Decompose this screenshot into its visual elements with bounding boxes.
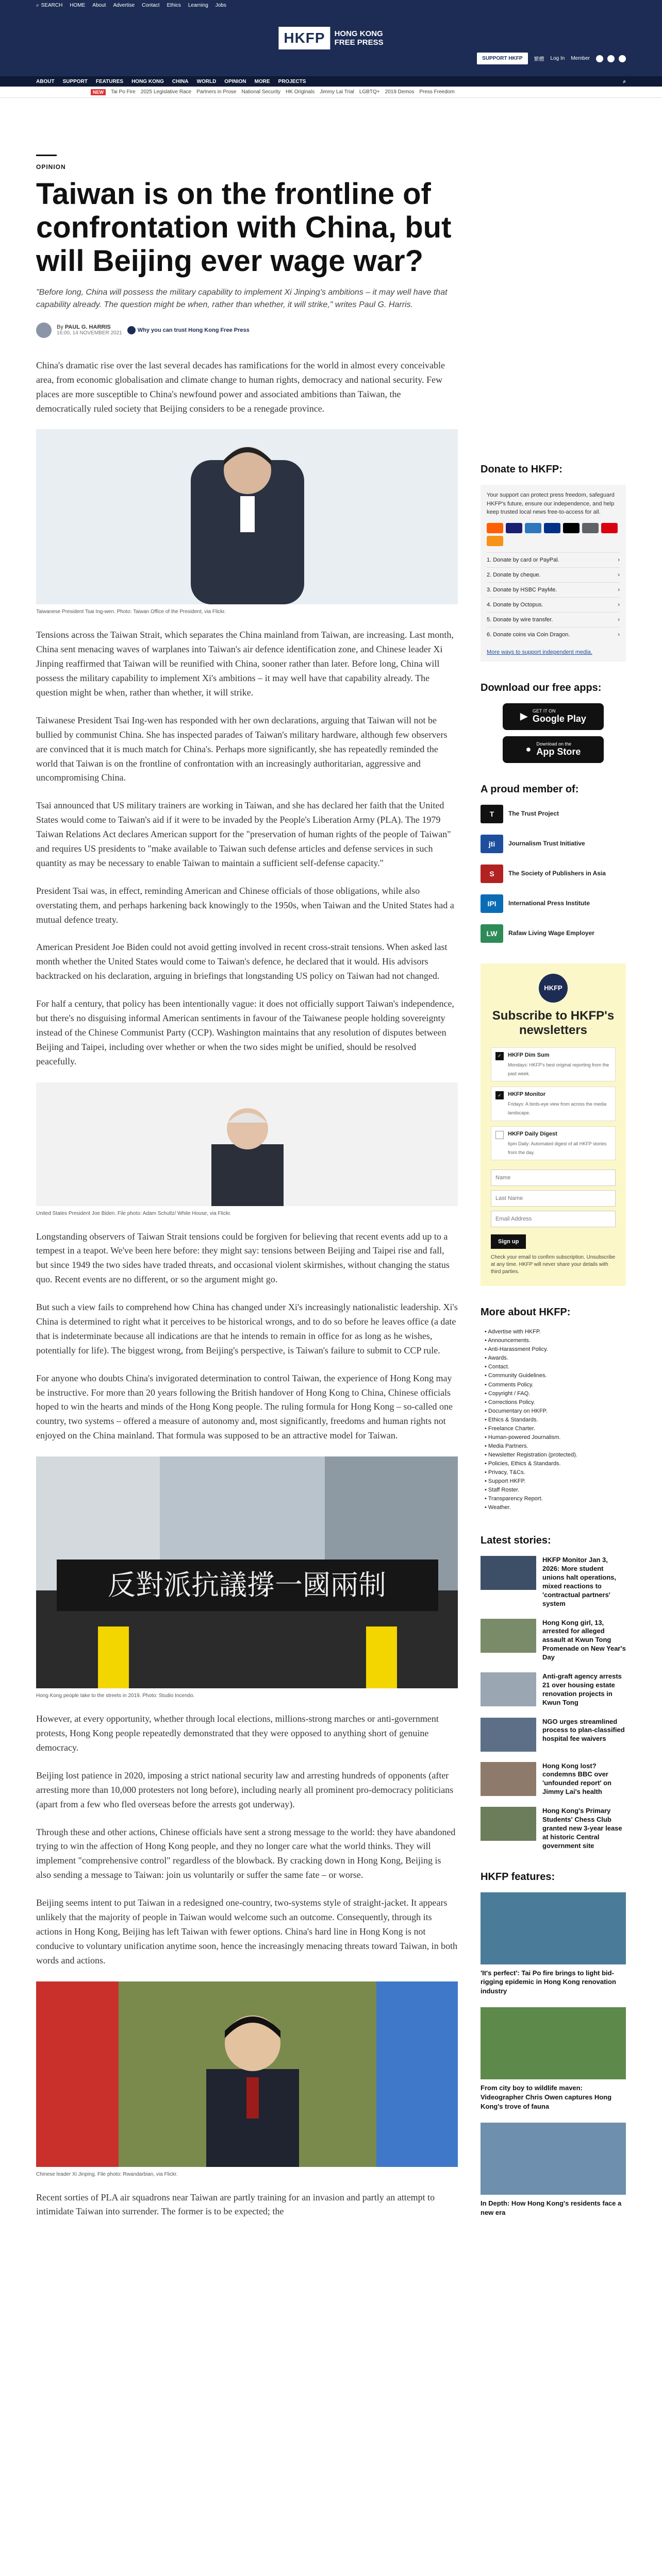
feature-title: 'It's perfect': Tai Po fire brings to light bid-rigging epidemic in Hong Kong renovation industry	[481, 1969, 616, 1995]
story-title: Anti-graft agency arrests 21 over housing estate renovation projects in Kwun Tong	[542, 1672, 622, 1706]
story-title: Hong Kong girl, 13, arrested for alleged assault at Kwun Tong Promenade on New Year's Day	[542, 1618, 626, 1662]
jobs-link[interactable]: Jobs	[215, 2, 226, 8]
donate-option[interactable]	[487, 612, 620, 627]
about-link[interactable]: • Newsletter Registration (protected).	[485, 1451, 626, 1460]
story-item[interactable]	[481, 1718, 626, 1752]
about-link[interactable]: • Awards.	[485, 1354, 626, 1363]
paragraph: For half a century, that policy has been intentionally vague: it does not officially support Taiwan's independence, but there's no disguising informal American sentiments in favour of the Taiwanese people holding sovereignty instead of the Chinese Communist Party (CCP). Washington maintains that any resolution of disputes between Beijing and Taipei, including over whether or when the two sides might be unified, should be resolved peacefully.	[36, 998, 454, 1066]
facebook-icon[interactable]	[596, 55, 603, 62]
donate-option-label: 2. Donate by cheque.	[487, 571, 541, 578]
feature-title: From city boy to wildlife maven: Videographer Chris Owen captures Hong Kong's trove of fauna	[481, 2084, 612, 2111]
paragraph: Through these and other actions, Chinese officials have sent a strong message to the world: they have abandoned trying to win the affection of Hong Kong people, and they no longer care what the world thinks. They will implement "comprehensive control" regardless of the blowback. By cracking down in Hong Kong, Beijing is also sending a message to Taiwan: join us voluntarily or suffer the same fate – or worse.	[36, 1826, 456, 1880]
donate-option[interactable]	[487, 627, 620, 642]
features-heading: HKFP features:	[481, 1871, 555, 1883]
byline-text	[57, 324, 122, 336]
nav-about[interactable]: ABOUT	[36, 78, 55, 84]
utility-bar	[0, 0, 662, 10]
kicker-rule	[36, 155, 57, 156]
story-title: NGO urges streamlined process to plan-classified hospital fee waivers	[542, 1717, 625, 1743]
social-icons	[596, 55, 626, 62]
author-name-text: PAUL G. HARRIS	[64, 324, 111, 331]
paragraph: Tsai announced that US military trainers are working in Taiwan, and she has declared her faith that the United States would come to Taiwan's aid if it were to be invaded by the People's Liberation Army (PLA). The 1979 Taiwan Relations Act declares American support for the "preservation of human rights of the people of Taiwan" and requires US presidents to "make available to Taiwan such defense articles and defense services in such quantity as may be necessary to enable Taiwan to maintain a sufficient self-defense capacity."	[36, 800, 451, 868]
newsletter-note: Check your email to confirm subscription. Unsubscribe at any time. HKFP will never share your details with third parties.	[491, 1255, 616, 1275]
feature-image	[481, 2007, 626, 2079]
newsletter-title: Subscribe to HKFP's newsletters	[492, 1008, 615, 1038]
paragraph: Beijing seems intent to put Taiwan in a redesigned one-country, two-systems style of straight-jacket. It appears unlikely that the majority of people in Taiwan would welcome such an outcome. Consequently, through its actions in Hong Kong, Beijing has left Taiwan with fewer options. China's hard line in Hong Kong is not conducive to voluntary unification anytime soon, hence the increasingly menacing threats toward Taiwan, in both words and actions.	[36, 1897, 458, 1965]
about-link[interactable]: • Comments Policy.	[485, 1381, 626, 1389]
app-store-label: App Store	[536, 747, 581, 757]
feature-title: In Depth: How Hong Kong's residents face a new era	[481, 2199, 622, 2216]
donate-option[interactable]	[487, 582, 620, 597]
paragraph: Tensions across the Taiwan Strait, which separates the China mainland from Taiwan, are increasing. Last month, China sent menacing waves of warplanes into Taiwan's air defence identification zone, and Chinese leader Xi Jinping reaffirmed that Taiwan will be reunified with China, sooner rather than later. Before long, China will possess the military capability to implement Xi's ambitions – it may well have that capability already. The question might be when, rather than whether, it will strike.	[36, 630, 454, 698]
feature-item[interactable]	[481, 1892, 626, 1996]
story-title: Hong Kong's Primary Students' Chess Club granted new 3-year lease at historic Central government site	[542, 1807, 622, 1850]
sign-up-button[interactable]: Sign up	[491, 1234, 526, 1249]
caption: Hong Kong people take to the streets in 2019. Photo: Studio Incendo.	[36, 1693, 195, 1699]
about-link[interactable]: • Privacy, T&Cs.	[485, 1468, 626, 1477]
option-desc: 6pm Daily: Automated digest of all HKFP stories from the day.	[508, 1141, 607, 1155]
newsletter-option-text	[508, 1052, 611, 1077]
donate-option-label: 5. Donate by wire transfer.	[487, 616, 553, 623]
x-icon[interactable]	[607, 55, 615, 62]
learning-link[interactable]: Learning	[188, 2, 208, 8]
nav-projects[interactable]: PROJECTS	[278, 78, 306, 84]
sidebar	[481, 464, 626, 2229]
donate-heading: Donate to HKFP:	[481, 464, 562, 475]
member-org[interactable]	[481, 805, 626, 823]
about-link[interactable]: • Contact.	[485, 1363, 626, 1371]
figure-protest	[36, 1456, 458, 1690]
google-play-small: GET IT ON	[532, 708, 556, 714]
nav-opinion[interactable]: OPINION	[224, 78, 246, 84]
about-link[interactable]: About	[92, 2, 106, 8]
section-kicker[interactable]: OPINION	[36, 163, 66, 171]
checkbox-checked-icon[interactable]: ✓	[495, 1052, 504, 1060]
feature-item[interactable]	[481, 2007, 626, 2111]
story-thumbnail	[481, 1807, 536, 1841]
donate-option[interactable]	[487, 552, 620, 567]
newsletter-logo: HKFP	[539, 974, 568, 1003]
tsai-photo	[36, 429, 458, 604]
donate-option-label: 4. Donate by Octopus.	[487, 601, 543, 608]
paragraph: For anyone who doubts China's invigorated determination to control Taiwan, the experience of Hong Kong may be instructive. For more than 20 years following the British handover of Hong Kong to China, Chinese officials hoped to win the hearts and minds of the Hong Kong people. The ruling formula for Hong Kong – so-called one country, two systems – offered a measure of autonomy and, most significantly, freedoms and human rights not enjoyed on the China mainland. That formula was supposed to be an attractive model for Taiwan.	[36, 1372, 453, 1441]
paragraph: President Tsai was, in effect, reminding American and Chinese officials of those obligations, while also overstating them, and perhaps harkening back knowingly to the 1950s, when Taiwan and the United States had a mutual defence treaty.	[36, 885, 454, 925]
story-item[interactable]	[481, 1556, 626, 1608]
support-hkfp-button[interactable]: SUPPORT HKFP	[477, 53, 527, 64]
donate-option-label: 3. Donate by HSBC PayMe.	[487, 586, 557, 593]
amex-icon	[525, 523, 541, 533]
about-link[interactable]: • Staff Roster.	[485, 1486, 626, 1495]
donate-option-label: 1. Donate by card or PayPal.	[487, 556, 559, 563]
search-label: SEARCH	[41, 2, 63, 8]
donate-intro: Your support can protect press freedom, safeguard HKFP's future, ensure our independence, and help keep trusted local news free-to-access for all.	[487, 492, 615, 515]
login-link[interactable]: Log In	[550, 56, 565, 61]
feature-image	[481, 1892, 626, 1964]
donate-box	[481, 485, 626, 662]
member-org[interactable]	[481, 865, 626, 883]
figure-tsai	[36, 429, 458, 606]
google-play-icon: ▶	[520, 711, 527, 721]
trending-item[interactable]: National Security	[241, 89, 281, 95]
story-item[interactable]	[481, 1762, 626, 1797]
latest-heading: Latest stories:	[481, 1535, 551, 1547]
about-list	[481, 1328, 626, 1512]
member-link[interactable]: Member	[571, 56, 590, 61]
figure-biden	[36, 1082, 458, 1208]
apple-pay-icon	[563, 523, 580, 533]
publish-date: 16:00, 14 NOVEMBER 2021	[57, 330, 122, 336]
about-link[interactable]: • Documentary on HKFP.	[485, 1407, 626, 1416]
contact-link[interactable]: Contact	[142, 2, 160, 8]
first-name-input[interactable]	[491, 1170, 616, 1186]
donate-option-label: 6. Donate coins via Coin Dragon.	[487, 631, 570, 638]
jti-icon: jti	[481, 835, 503, 853]
visa-icon	[506, 523, 522, 533]
member-name: International Press Institute	[508, 900, 590, 907]
about-heading: More about HKFP:	[481, 1307, 571, 1318]
paragraph: Recent sorties of PLA air squadrons near Taiwan are partly training for an invasion and partly an attempt to intimidate Taiwan into surrender. The former is to be expected; the	[36, 2192, 435, 2217]
about-link[interactable]: • Policies, Ethics & Standards.	[485, 1460, 626, 1468]
paragraph: However, at every opportunity, whether through local elections, millions-strong marches or anti-government protests, Hong Kong people repeatedly demonstrated that they were opposed to anything short of genuine democracy.	[36, 1714, 439, 1753]
last-name-input[interactable]	[491, 1190, 616, 1207]
app-store-text	[536, 741, 581, 757]
option-name: HKFP Dim Sum	[508, 1052, 550, 1059]
newsletter-option-text	[508, 1131, 611, 1156]
paragraph: Longstanding observers of Taiwan Strait tensions could be forgiven for believing that recent events add up to a tempest in a teapot. We've been here before: they might say: tensions between Beijing and Taipei rise and fall, but since 1949 the two sides have traded threats, and occasional violent skirmishes, without changing the status quo. Recent events are no different, or so the argument might go.	[36, 1231, 450, 1285]
google-play-text	[533, 708, 586, 724]
trending-item[interactable]: Press Freedom	[419, 89, 455, 95]
trending-item[interactable]: 2019 Demos	[385, 89, 415, 95]
google-play-label: Google Play	[532, 714, 586, 724]
story-title: Hong Kong lost? condemns BBC over 'unfounded report' on Jimmy Lai's health	[542, 1761, 611, 1796]
about-link[interactable]: • Advertise with HKFP.	[485, 1328, 626, 1336]
trending-item[interactable]: LGBTQ+	[359, 89, 380, 95]
newsletter-box	[481, 963, 626, 1286]
google-play-button[interactable]	[503, 703, 604, 730]
living-wage-icon: LW	[481, 924, 503, 943]
nav-more[interactable]: MORE	[254, 78, 270, 84]
payme-icon	[601, 523, 618, 533]
paypal-icon	[544, 523, 560, 533]
nav-hong-kong[interactable]: HONG KONG	[131, 78, 164, 84]
checkbox-checked-icon[interactable]: ✓	[495, 1091, 504, 1099]
logo-line-2: FREE PRESS	[334, 38, 384, 47]
story-thumbnail	[481, 1672, 536, 1706]
story-thumbnail	[481, 1718, 536, 1752]
option-name: HKFP Daily Digest	[508, 1130, 557, 1137]
octopus-icon	[487, 536, 503, 546]
chevron-right-icon: ›	[618, 586, 620, 593]
about-link[interactable]: • Announcements.	[485, 1336, 626, 1345]
nav-features[interactable]: FEATURES	[95, 78, 124, 84]
about-link[interactable]: • Support HKFP.	[485, 1477, 626, 1486]
home-link[interactable]: HOME	[70, 2, 86, 8]
nav-world[interactable]: WORLD	[196, 78, 217, 84]
header-actions	[477, 53, 626, 64]
caption: Chinese leader Xi Jinping. File photo: Rwandarbian, via Flickr.	[36, 2171, 178, 2177]
ipi-icon: IPI	[481, 894, 503, 913]
byline	[36, 323, 458, 338]
sopa-icon: S	[481, 865, 503, 883]
caption: Taiwanese President Tsai Ing-wen. Photo: Taiwan Office of the President, via Flickr.	[36, 609, 226, 615]
story-item[interactable]	[481, 1619, 626, 1662]
nav-support[interactable]: SUPPORT	[62, 78, 88, 84]
about-link[interactable]: • Corrections Policy.	[485, 1398, 626, 1407]
trending-bar	[0, 87, 662, 98]
author-avatar	[36, 323, 52, 338]
standfirst: "Before long, China will possess the military capability to implement Xi Jinping's ambitions – it may well have that capability already. The question might be when, rather than whether, it will strike," writes Paul G. Harris.	[36, 287, 448, 309]
figure-xi	[36, 1981, 458, 2168]
google-pay-icon	[582, 523, 599, 533]
story-thumbnail	[481, 1556, 536, 1590]
about-link[interactable]: • Copyright / FAQ.	[485, 1389, 626, 1398]
member-name: Rafaw Living Wage Employer	[508, 929, 594, 937]
protest-banner-text: 反對派抗議撐一國兩制	[108, 1569, 386, 1602]
xi-photo	[36, 1981, 458, 2167]
about-link[interactable]: • Weather.	[485, 1503, 626, 1512]
trending-item[interactable]: 2025 Legislative Race	[140, 89, 192, 95]
chevron-right-icon: ›	[618, 556, 620, 563]
newsletter-option-text	[508, 1091, 611, 1116]
email-input[interactable]	[491, 1211, 616, 1227]
member-org[interactable]	[481, 924, 626, 943]
members-heading: A proud member of:	[481, 783, 579, 795]
instagram-icon[interactable]	[619, 55, 626, 62]
logo-line-1: HONG KONG	[334, 29, 383, 38]
hkfp-badge-icon	[127, 326, 136, 334]
site-header	[0, 10, 662, 76]
feature-image	[481, 2123, 626, 2195]
trust-project-icon: T	[481, 805, 503, 823]
article-title: Taiwan is on the frontline of confrontation with China, but will Beijing ever wage war?	[36, 177, 452, 278]
member-name: Journalism Trust Initiative	[508, 840, 585, 848]
paragraph: China's dramatic rise over the last several decades has ramifications for the world in almost every conceivable area, from economic globalisation and climate change to human rights, democracy and national security. Few places are more susceptible to China's newfound power and associated ambitions than Taiwan, the democratically ruled society that Beijing considers to be a renegade province.	[36, 360, 445, 414]
trending-item[interactable]: Tai Po Fire	[111, 89, 136, 95]
trending-item[interactable]: Partners in Prose	[196, 89, 237, 95]
advertise-link[interactable]: Advertise	[113, 2, 135, 8]
feature-item[interactable]	[481, 2123, 626, 2217]
site-logo[interactable]	[278, 27, 383, 49]
chevron-right-icon: ›	[618, 601, 620, 608]
paragraph: Taiwanese President Tsai Ing-wen has responded with her own declarations, arguing that Taiwan will not be bullied by communist China. She has inspected parades of Taiwan's military hardware, although few observers are convinced that it is much match for China's. Perhaps more significantly, she has repeatedly reminded the world that Taiwan is on the frontline of confrontation with an increasingly authoritarian, aggressive and uncompromising China.	[36, 715, 448, 783]
language-toggle[interactable]: 繁體	[534, 57, 544, 62]
chevron-right-icon: ›	[618, 616, 620, 623]
caption: United States President Joe Biden. File photo: Adam Schultz/ White House, via Flickr.	[36, 1210, 231, 1216]
member-name: The Society of Publishers in Asia	[508, 870, 606, 877]
option-desc: Mondays: HKFP's best original reporting from the past week.	[508, 1062, 609, 1076]
app-store-button[interactable]	[503, 736, 604, 763]
newsletter-option[interactable]	[491, 1087, 616, 1121]
option-desc: Fridays: A birds-eye view from across the media landscape.	[508, 1101, 607, 1116]
author-name[interactable]: By PAUL G. HARRIS	[57, 324, 111, 331]
apps-heading: Download our free apps:	[481, 682, 602, 693]
app-store-small: Download on the	[536, 741, 571, 747]
option-name: HKFP Monitor	[508, 1091, 546, 1098]
new-badge: NEW	[91, 89, 106, 95]
member-name: The Trust Project	[508, 810, 559, 818]
story-thumbnail	[481, 1762, 536, 1796]
story-title: HKFP Monitor Jan 3, 2026: More student unions halt operations, mixed reactions to 'contractual partners' system	[542, 1556, 617, 1607]
about-link[interactable]: • Anti-Harassment Policy.	[485, 1345, 626, 1354]
newsletter-option[interactable]	[491, 1126, 616, 1160]
paragraph: But such a view fails to comprehend how China has changed under Xi's increasingly nationalistic leadership. Xi's China is determined to right what it perceives to be historical wrongs, and to do so before he leaves office (a date that is indeterminate because all indications are that he intends to remain in office for as long as he wishes, potentially for life). The biggest wrong, from Beijing's perspective, is Taiwan's failure to submit to CCP rule.	[36, 1302, 458, 1355]
payment-cards	[487, 523, 620, 546]
main-nav	[0, 76, 662, 87]
mastercard-icon	[487, 523, 503, 533]
trending-item[interactable]: Jimmy Lai Trial	[320, 89, 354, 95]
story-thumbnail	[481, 1619, 536, 1653]
chevron-right-icon: ›	[618, 631, 620, 638]
apple-icon: ●	[525, 744, 532, 754]
logo-mark: HKFP	[278, 27, 330, 49]
member-org[interactable]	[481, 894, 626, 913]
paragraph: American President Joe Biden could not avoid getting involved in recent cross-strait tensions. When asked last month whether the United States would come to Taiwan's defence, he declared that it would. His advisors backtracked on his declaration, arguing in briefings that longstanding US policy on Taiwan had not changed.	[36, 942, 448, 981]
about-link[interactable]: • Freelance Charter.	[485, 1425, 626, 1433]
search-link[interactable]: ⌕ SEARCH	[36, 2, 63, 8]
story-item[interactable]	[481, 1807, 626, 1850]
article	[36, 155, 458, 2232]
chevron-right-icon: ›	[618, 571, 620, 578]
about-link[interactable]: • Human-powered Journalism.	[485, 1433, 626, 1442]
trust-link-text: Why you can trust Hong Kong Free Press	[137, 327, 250, 333]
about-link[interactable]: • Community Guidelines.	[485, 1371, 626, 1380]
paragraph: Beijing lost patience in 2020, imposing a strict national security law and arresting hundreds of opponents (after arresting more than 10,000 protesters not long before), including nearly all prominent pro-democracy politicians (apart from a few who fled overseas before the arrests got underway).	[36, 1770, 454, 1809]
biden-photo	[36, 1082, 458, 1206]
about-link[interactable]: • Ethics & Standards.	[485, 1416, 626, 1425]
trust-link[interactable]	[127, 326, 250, 334]
donate-option[interactable]	[487, 597, 620, 612]
trending-item[interactable]: HK Originals	[286, 89, 315, 95]
protest-photo	[36, 1456, 458, 1688]
logo-text	[335, 29, 384, 47]
ethics-link[interactable]: Ethics	[167, 2, 181, 8]
nav-china[interactable]: CHINA	[172, 78, 189, 84]
story-item[interactable]	[481, 1672, 626, 1707]
checkbox-icon[interactable]	[495, 1131, 504, 1139]
donate-option[interactable]	[487, 567, 620, 582]
about-link[interactable]: • Transparency Report.	[485, 1495, 626, 1503]
about-link[interactable]: • Media Partners.	[485, 1442, 626, 1451]
more-ways-link[interactable]: More ways to support independent media.	[487, 649, 592, 655]
nav-search-icon[interactable]: ⌕	[623, 78, 626, 84]
member-org[interactable]	[481, 835, 626, 853]
newsletter-option[interactable]	[491, 1047, 616, 1081]
